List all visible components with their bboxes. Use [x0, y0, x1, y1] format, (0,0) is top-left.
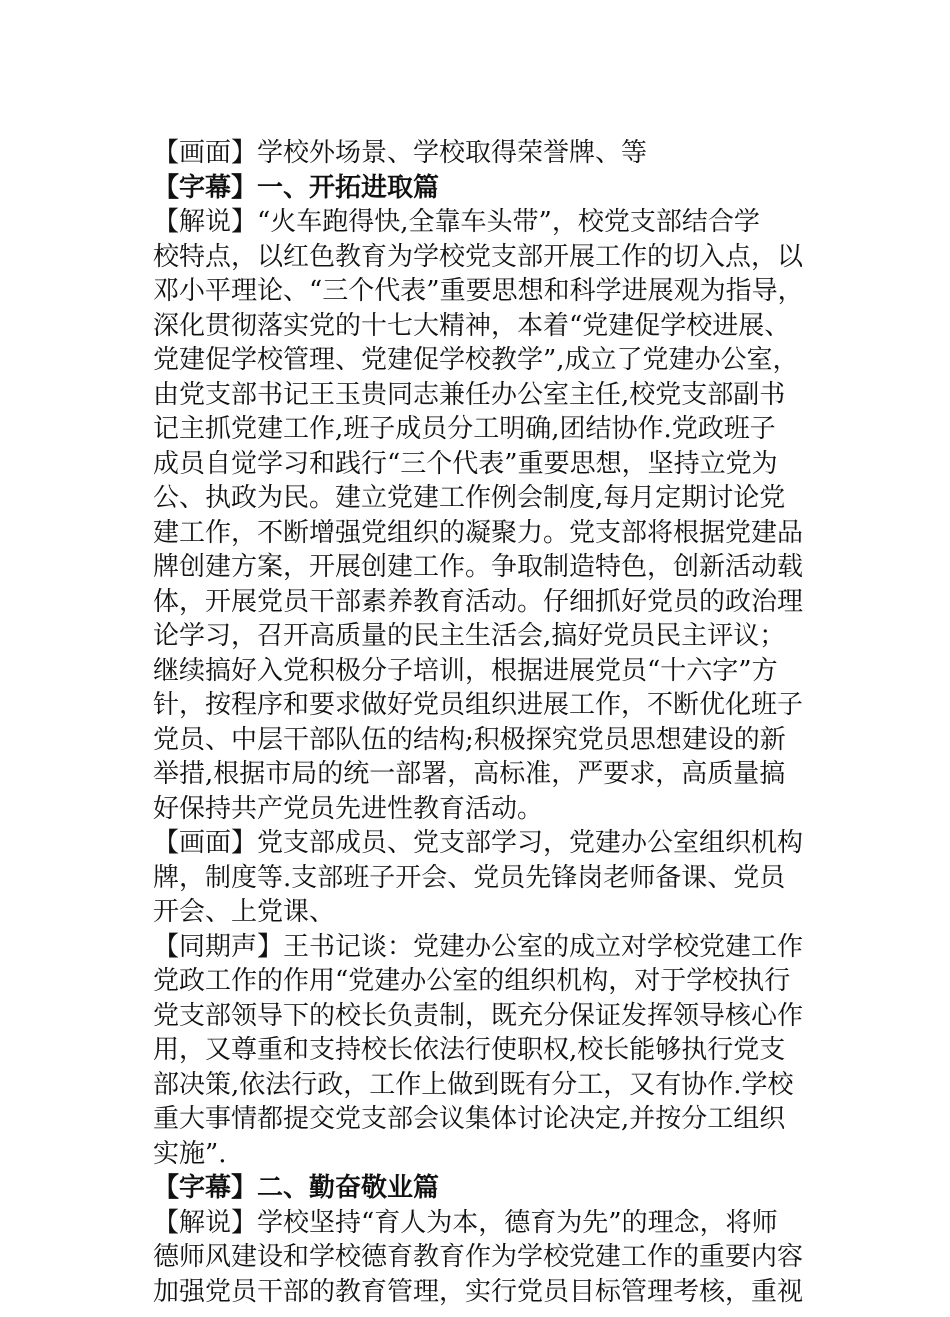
text-line: 用，又尊重和支持校长依法行使职权,校长能够执行党支	[153, 1035, 786, 1065]
text-line: 加强党员干部的教育管理，实行党员目标管理考核，重视	[153, 1276, 804, 1307]
text-line: 由党支部书记王玉贵同志兼任办公室主任,校党支部副书	[153, 379, 786, 410]
text-line: 成员自觉学习和践行“三个代表”重要思想，坚持立党为	[153, 448, 778, 479]
section-heading-line: 【字幕】一、开拓进取篇	[153, 172, 440, 203]
document-body	[153, 136, 813, 1309]
text-line: 牌，制度等.支部班子开会、党员先锋岗老师备课、党员	[153, 862, 786, 893]
text-line: 党支部领导下的校长负责制，既充分保证发挥领导核心作	[153, 1000, 804, 1031]
text-line: 继续搞好入党积极分子培训，根据进展党员“十六字”方	[153, 655, 778, 686]
text-line: 部决策,依法行政，工作上做到既有分工，又有协作.学校	[153, 1069, 794, 1100]
text-line: 【画面】党支部成员、党支部学习，党建办公室组织机构	[153, 828, 804, 858]
text-line: 重大事情都提交党支部会议集体讨论决定,并按分工组织	[153, 1104, 786, 1134]
text-line: 好保持共产党员先进性教育活动。	[153, 793, 544, 824]
text-line: 【画面】学校外场景、学校取得荣誉牌、等	[153, 138, 648, 168]
text-line: 实施”.	[153, 1138, 227, 1169]
text-line: 【同期声】王书记谈：党建办公室的成立对学校党建工作	[153, 931, 804, 962]
text-line: 【解说】学校坚持“育人为本，德育为先”的理念，将师	[153, 1207, 778, 1238]
text-line: 建工作，不断增强党组织的凝聚力。党支部将根据党建品	[153, 517, 804, 548]
text-line: 党员、中层干部队伍的结构;积极探究党员思想建设的新	[153, 724, 786, 755]
text-line: 党建促学校管理、党建促学校教学”,成立了党建办公室，	[153, 345, 799, 375]
section-heading-line: 【字幕】二、勤奋敬业篇	[153, 1173, 440, 1203]
text-line: 记主抓党建工作,班子成员分工明确,团结协作.党政班子	[153, 414, 776, 444]
text-line: 邓小平理论、“三个代表”重要思想和科学进展观为指导，	[153, 276, 804, 306]
text-line: 党政工作的作用“党建办公室的组织机构，对于学校执行	[153, 966, 791, 996]
text-line: 【解说】“火车跑得快,全靠车头带”，校党支部结合学	[153, 207, 760, 237]
text-line: 牌创建方案，开展创建工作。争取制造特色，创新活动载	[153, 552, 804, 582]
text-line: 公、执政为民。建立党建工作例会制度,每月定期讨论党	[153, 483, 786, 513]
text-line: 论学习，召开高质量的民主生活会,搞好党员民主评议；	[153, 621, 786, 651]
text-line: 举措,根据市局的统一部署，高标准，严要求，高质量搞	[153, 759, 786, 789]
text-line: 针，按程序和要求做好党员组织进展工作，不断优化班子	[153, 690, 804, 720]
text-line: 体，开展党员干部素养教育活动。仔细抓好党员的政治理	[153, 586, 804, 617]
text-line: 开会、上党课、	[153, 897, 336, 927]
text-line: 校特点，以红色教育为学校党支部开展工作的切入点，以	[153, 241, 804, 272]
text-line: 德师风建设和学校德育教育作为学校党建工作的重要内容	[153, 1242, 804, 1272]
text-line: 深化贯彻落实党的十七大精神，本着“党建促学校进展、	[153, 310, 791, 341]
